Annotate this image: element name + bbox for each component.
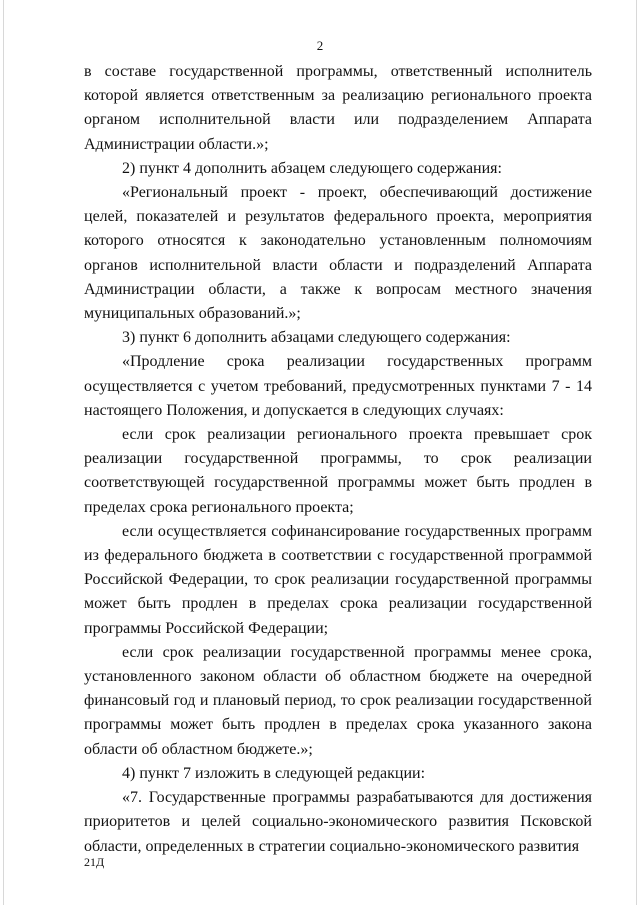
paragraph-point-7-text: «7. Государственные программы разрабатываются для достижения приоритетов и целей социально-экономического развития Псковской области, определенных в стратегии социально-экономического развития (84, 789, 592, 855)
paragraph-case-budget-law: если срок реализации государственной программы менее срока, установленного законом области об областном бюджете на очередной финансовый год и плановый период, то срок реализации государственной программы может быть продлен в пределах срока указанного закона области об областном бюджете.»; (84, 643, 592, 758)
paragraph-item-3: 3) пункт 6 дополнить абзацами следующего содержания: (122, 329, 511, 347)
paragraph-item-2: 2) пункт 4 дополнить абзацем следующего содержания: (122, 159, 502, 177)
footer-document-code: 21Д (84, 855, 105, 869)
paragraph-extension-intro: «Продление срока реализации государственных программ осуществляется с учетом требований, предусмотренных пунктами 7 - 14 настоящего Положения, и допускается в следующих случаях: (84, 353, 592, 419)
paragraph-continuation: в составе государственной программы, ответственный исполнитель которой является ответственным за реализацию регионального проекта органом исполнительной власти или подразделением Аппарата Администрации области.»; (84, 63, 592, 153)
paragraph-case-cofinancing: если осуществляется софинансирование государственных программ из федерального бюджета в соответствии с государственной программой Российской Федерации, то срок реализации государственной программы может быть продлен в пределах срока реализации государственной программы Российской Федерации; (84, 522, 592, 637)
scan-edge-left (3, 0, 4, 905)
page-number: 2 (316, 38, 324, 53)
scan-edge-right (636, 0, 637, 905)
paragraph-case-regional-project: если срок реализации регионального проекта превышает срок реализации государственной программы, то срок реализации соответствующей государственной программы может быть продлен в пределах срока регионального проекта; (84, 426, 592, 516)
paragraph-regional-project-definition: «Региональный проект - проект, обеспечивающий достижение целей, показателей и результатов федерального проекта, мероприятия которого относятся к законодательно установленным полномочиям органов исполнительной власти области и подразделений Аппарата Администрации области, а также к вопросам местного значения муниципальных образований.»; (84, 184, 592, 323)
document-body (84, 60, 592, 859)
paragraph-item-4: 4) пункт 7 изложить в следующей редакции: (122, 764, 426, 782)
